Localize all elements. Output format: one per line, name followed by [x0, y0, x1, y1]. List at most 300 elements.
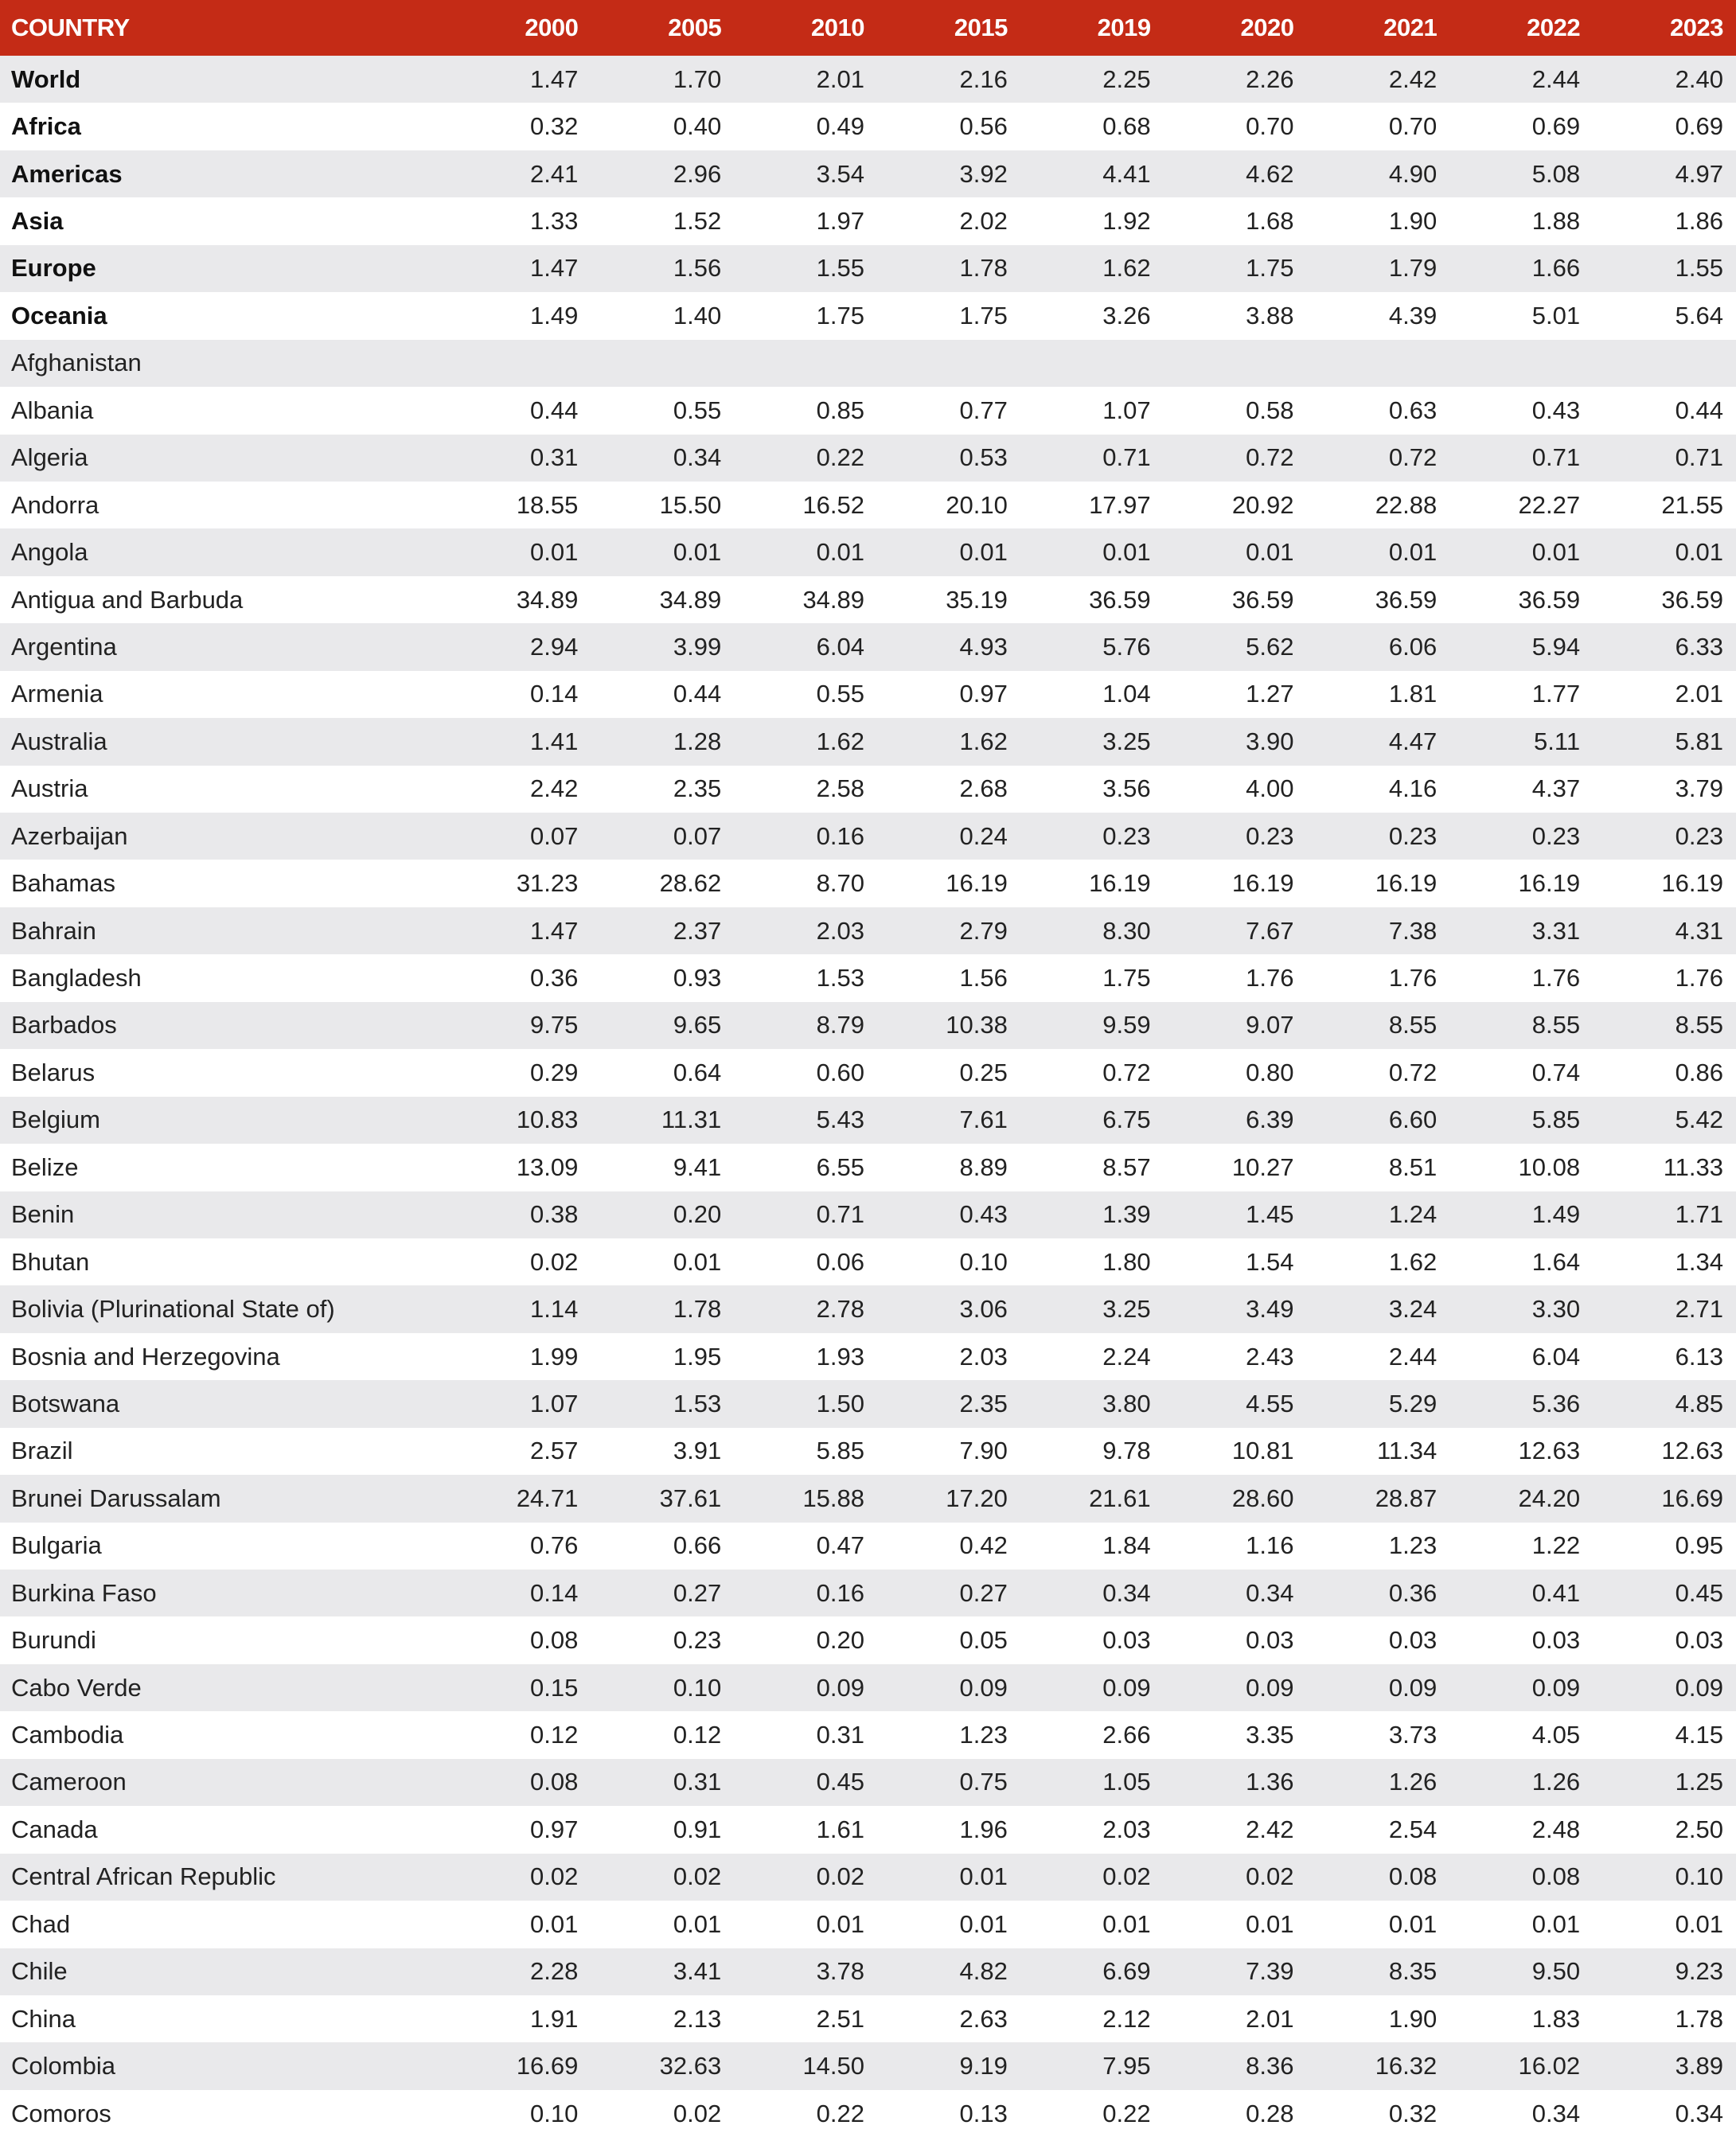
value-cell: 0.24: [959, 821, 1008, 850]
value-cell: 35.19: [946, 585, 1008, 614]
value-cell: 0.01: [1675, 538, 1723, 567]
value-cell: 10.27: [1231, 1152, 1294, 1181]
value-cell: 1.23: [1388, 1531, 1438, 1560]
value-cell: 0.01: [1388, 1909, 1438, 1938]
value-cell: 3.88: [1246, 301, 1294, 330]
value-cell: 0.22: [816, 2099, 865, 2127]
value-cell: 1.33: [530, 207, 579, 236]
value-cell: 0.07: [530, 821, 579, 850]
value-cell: 1.47: [530, 64, 579, 93]
country-name: Cabo Verde: [11, 1673, 142, 1702]
value-cell: 14.50: [802, 2052, 865, 2080]
value-cell: 2.68: [959, 774, 1008, 803]
value-cell: 0.71: [1531, 443, 1581, 472]
value-cell: 9.07: [1246, 1011, 1294, 1039]
value-cell: 4.31: [1675, 916, 1723, 945]
table-row: [0, 1995, 1736, 2042]
value-cell: 0.16: [816, 821, 865, 850]
value-cell: 0.01: [530, 538, 579, 567]
value-cell: [877, 340, 1020, 387]
column-header-year: 2021: [1383, 14, 1438, 41]
value-cell: 3.26: [1102, 301, 1151, 330]
value-cell: 2.48: [1531, 1815, 1581, 1843]
country-name: Antigua and Barbuda: [11, 585, 244, 614]
value-cell: 5.62: [1246, 632, 1294, 661]
value-cell: 0.45: [816, 1768, 865, 1796]
value-cell: 1.52: [673, 207, 722, 236]
value-cell: 34.89: [659, 585, 722, 614]
value-cell: 0.28: [1246, 2099, 1294, 2127]
value-cell: 22.88: [1375, 490, 1438, 519]
value-cell: 0.03: [1246, 1626, 1294, 1655]
value-cell: 6.69: [1102, 1957, 1151, 1986]
value-cell: 7.67: [1246, 916, 1294, 945]
value-cell: 5.11: [1534, 727, 1581, 755]
value-cell: 1.56: [959, 964, 1008, 992]
value-cell: 21.61: [1089, 1484, 1151, 1512]
value-cell: 0.71: [1675, 443, 1723, 472]
value-cell: 0.02: [673, 2099, 722, 2127]
country-name: Colombia: [11, 2052, 115, 2080]
value-cell: 1.93: [816, 1342, 865, 1371]
value-cell: 0.43: [959, 1200, 1008, 1229]
value-cell: 7.95: [1102, 2052, 1151, 2080]
value-cell: 0.45: [1675, 1578, 1723, 1607]
value-cell: 10.08: [1518, 1152, 1581, 1181]
value-cell: 2.94: [530, 632, 579, 661]
value-cell: 20.10: [946, 490, 1008, 519]
value-cell: 1.27: [1246, 680, 1294, 708]
value-cell: 1.14: [530, 1295, 579, 1324]
value-cell: 0.10: [959, 1247, 1008, 1276]
country-name: Bangladesh: [11, 964, 142, 992]
column-header-year: 2015: [954, 14, 1008, 41]
value-cell: 36.59: [1089, 585, 1151, 614]
value-cell: 0.97: [959, 680, 1008, 708]
value-cell: 1.26: [1531, 1768, 1581, 1796]
value-cell: 0.32: [1388, 2099, 1438, 2127]
country-name: Australia: [11, 727, 107, 755]
value-cell: 12.63: [1661, 1437, 1723, 1465]
table-row: [0, 387, 1736, 434]
value-cell: 0.10: [673, 1673, 722, 1702]
table-row: [0, 1475, 1736, 1522]
value-cell: 1.75: [816, 301, 865, 330]
value-cell: 4.90: [1388, 159, 1438, 188]
value-cell: 1.86: [1675, 207, 1723, 236]
value-cell: 0.31: [673, 1768, 722, 1796]
value-cell: 0.27: [673, 1578, 722, 1607]
country-name: Brunei Darussalam: [11, 1484, 221, 1512]
value-cell: 8.79: [816, 1011, 865, 1039]
table-row: [0, 1049, 1736, 1096]
value-cell: 4.85: [1675, 1389, 1723, 1418]
value-cell: 3.92: [959, 159, 1008, 188]
value-cell: 2.51: [816, 2004, 865, 2033]
value-cell: 1.53: [816, 964, 865, 992]
value-cell: 8.55: [1675, 1011, 1723, 1039]
value-cell: 2.58: [816, 774, 865, 803]
value-cell: 11.33: [1663, 1152, 1723, 1181]
value-cell: 5.42: [1675, 1106, 1723, 1134]
value-cell: 5.76: [1102, 632, 1151, 661]
value-cell: 16.19: [1375, 869, 1438, 898]
value-cell: 0.03: [1102, 1626, 1151, 1655]
table-row: [0, 860, 1736, 907]
value-cell: 0.02: [673, 1862, 722, 1891]
value-cell: 2.37: [673, 916, 722, 945]
value-cell: 2.03: [816, 916, 865, 945]
value-cell: 0.12: [530, 1721, 579, 1749]
table-row: [0, 1285, 1736, 1332]
value-cell: 6.04: [1531, 1342, 1581, 1371]
country-name: Chile: [11, 1957, 68, 1986]
value-cell: 0.47: [816, 1531, 865, 1560]
value-cell: 15.88: [802, 1484, 865, 1512]
value-cell: 28.60: [1231, 1484, 1294, 1512]
value-cell: 2.42: [1246, 1815, 1294, 1843]
value-cell: 3.56: [1102, 774, 1151, 803]
value-cell: 34.89: [516, 585, 579, 614]
table-row: [0, 576, 1736, 623]
value-cell: 0.85: [816, 396, 865, 424]
table-row: [0, 1238, 1736, 1285]
value-cell: 18.55: [516, 490, 579, 519]
value-cell: 28.62: [659, 869, 722, 898]
value-cell: 8.55: [1388, 1011, 1438, 1039]
value-cell: 5.85: [1531, 1106, 1581, 1134]
value-cell: 0.77: [959, 396, 1008, 424]
country-name: Europe: [11, 254, 96, 283]
value-cell: 2.35: [959, 1389, 1008, 1418]
country-name: Bhutan: [11, 1247, 90, 1276]
value-cell: [1593, 340, 1736, 387]
value-cell: 0.01: [1675, 1909, 1723, 1938]
value-cell: 8.57: [1102, 1152, 1151, 1181]
value-cell: 0.42: [959, 1531, 1008, 1560]
value-cell: 16.32: [1375, 2052, 1438, 2080]
value-cell: 1.07: [1102, 396, 1151, 424]
value-cell: 28.87: [1375, 1484, 1438, 1512]
value-cell: 0.80: [1246, 1058, 1294, 1086]
value-cell: 3.90: [1246, 727, 1294, 755]
value-cell: 0.31: [816, 1721, 865, 1749]
table-row: [0, 1948, 1736, 1995]
table-row-region: [0, 197, 1736, 244]
table-row: [0, 1759, 1736, 1806]
column-header-country: COUNTRY: [11, 14, 130, 41]
value-cell: 0.09: [816, 1673, 865, 1702]
value-cell: 5.64: [1675, 301, 1723, 330]
column-header-year: 2019: [1097, 14, 1151, 41]
value-cell: 0.34: [1675, 2099, 1723, 2127]
value-cell: 36.59: [1231, 585, 1294, 614]
value-cell: 1.78: [1675, 2004, 1723, 2033]
value-cell: 10.83: [516, 1106, 579, 1134]
value-cell: 16.19: [1518, 869, 1581, 898]
value-cell: 32.63: [659, 2052, 722, 2080]
value-cell: 2.01: [1246, 2004, 1294, 2033]
country-name: Botswana: [11, 1389, 120, 1418]
value-cell: 1.97: [816, 207, 865, 236]
value-cell: 0.93: [673, 964, 722, 992]
table-header: [0, 0, 1736, 56]
value-cell: 0.10: [530, 2099, 579, 2127]
table-row-region: [0, 245, 1736, 292]
country-name: Bahamas: [11, 869, 115, 898]
value-cell: 8.89: [959, 1152, 1008, 1181]
value-cell: 0.97: [530, 1815, 579, 1843]
value-cell: 8.55: [1531, 1011, 1581, 1039]
value-cell: 9.75: [530, 1011, 579, 1039]
value-cell: 1.80: [1102, 1247, 1151, 1276]
value-cell: 2.41: [530, 159, 579, 188]
value-cell: 0.09: [1102, 1673, 1151, 1702]
value-cell: 6.04: [816, 632, 865, 661]
value-cell: 1.62: [1388, 1247, 1438, 1276]
value-cell: 1.75: [959, 301, 1008, 330]
value-cell: 3.54: [816, 159, 865, 188]
value-cell: 2.01: [1675, 680, 1723, 708]
value-cell: 0.01: [1531, 1909, 1581, 1938]
value-cell: 5.29: [1388, 1389, 1438, 1418]
column-header-year: 2005: [668, 14, 722, 41]
value-cell: 0.16: [816, 1578, 865, 1607]
value-cell: 6.39: [1246, 1106, 1294, 1134]
value-cell: 8.30: [1102, 916, 1151, 945]
value-cell: 1.25: [1675, 1768, 1723, 1796]
value-cell: 0.58: [1246, 396, 1294, 424]
value-cell: 1.66: [1531, 254, 1581, 283]
value-cell: 1.79: [1388, 254, 1438, 283]
country-name: Bolivia (Plurinational State of): [11, 1295, 335, 1324]
value-cell: 1.68: [1246, 207, 1294, 236]
value-cell: 0.02: [530, 1862, 579, 1891]
table-row: [0, 813, 1736, 860]
country-name: Azerbaijan: [11, 821, 128, 850]
country-name: Angola: [11, 538, 88, 567]
value-cell: 1.95: [673, 1342, 722, 1371]
value-cell: 0.08: [1531, 1862, 1581, 1891]
value-cell: 9.41: [673, 1152, 722, 1181]
value-cell: 0.31: [530, 443, 579, 472]
value-cell: 0.03: [1388, 1626, 1438, 1655]
value-cell: 1.56: [673, 254, 722, 283]
country-name: Africa: [11, 112, 81, 141]
value-cell: 1.22: [1531, 1531, 1581, 1560]
table-row: [0, 528, 1736, 575]
value-cell: 0.23: [1246, 821, 1294, 850]
value-cell: 2.96: [673, 159, 722, 188]
table-row: [0, 1002, 1736, 1049]
value-cell: 1.34: [1675, 1247, 1723, 1276]
value-cell: 1.05: [1102, 1768, 1151, 1796]
value-cell: 3.78: [816, 1957, 865, 1986]
value-cell: 0.69: [1675, 112, 1723, 141]
column-header-year: 2022: [1527, 14, 1581, 41]
value-cell: 1.16: [1246, 1531, 1294, 1560]
country-name: Bosnia and Herzegovina: [11, 1342, 280, 1371]
value-cell: 4.37: [1531, 774, 1581, 803]
value-cell: 2.35: [673, 774, 722, 803]
value-cell: 24.71: [516, 1484, 579, 1512]
value-cell: 4.16: [1388, 774, 1438, 803]
value-cell: 0.12: [673, 1721, 722, 1749]
value-cell: 16.19: [1231, 869, 1294, 898]
value-cell: 0.68: [1102, 112, 1151, 141]
value-cell: 17.97: [1089, 490, 1151, 519]
country-name: Cameroon: [11, 1768, 127, 1796]
value-cell: 0.70: [1246, 112, 1294, 141]
value-cell: 6.55: [816, 1152, 865, 1181]
value-cell: 0.15: [530, 1673, 579, 1702]
value-cell: 0.01: [816, 538, 865, 567]
value-cell: 2.26: [1246, 64, 1294, 93]
value-cell: 0.09: [1675, 1673, 1723, 1702]
table-row: [0, 1711, 1736, 1758]
value-cell: 2.57: [530, 1437, 579, 1465]
value-cell: 0.14: [530, 1578, 579, 1607]
value-cell: 0.72: [1388, 443, 1438, 472]
table-row-region: [0, 292, 1736, 339]
value-cell: 0.64: [673, 1058, 722, 1086]
value-cell: 0.91: [673, 1815, 722, 1843]
value-cell: 0.66: [673, 1531, 722, 1560]
country-name: China: [11, 2004, 76, 2033]
value-cell: 36.59: [1661, 585, 1723, 614]
value-cell: 3.49: [1246, 1295, 1294, 1324]
value-cell: 0.08: [1388, 1862, 1438, 1891]
value-cell: 0.01: [673, 1909, 722, 1938]
value-cell: 1.24: [1388, 1200, 1438, 1229]
table-row: [0, 1901, 1736, 1948]
value-cell: [1306, 340, 1449, 387]
value-cell: 0.01: [1246, 538, 1294, 567]
value-cell: 1.54: [1246, 1247, 1294, 1276]
value-cell: 2.63: [959, 2004, 1008, 2033]
value-cell: 0.43: [1531, 396, 1581, 424]
value-cell: [448, 340, 591, 387]
value-cell: 0.27: [959, 1578, 1008, 1607]
country-name: Cambodia: [11, 1721, 124, 1749]
value-cell: 4.39: [1388, 301, 1438, 330]
value-cell: 0.06: [816, 1247, 865, 1276]
value-cell: 1.75: [1102, 964, 1151, 992]
value-cell: 0.56: [959, 112, 1008, 141]
value-cell: 4.41: [1102, 159, 1151, 188]
value-cell: 4.55: [1246, 1389, 1294, 1418]
value-cell: 2.01: [816, 64, 865, 93]
value-cell: 16.69: [516, 2052, 579, 2080]
value-cell: 0.03: [1675, 1626, 1723, 1655]
value-cell: 0.10: [1675, 1862, 1723, 1891]
value-cell: 0.55: [816, 680, 865, 708]
value-cell: 6.13: [1675, 1342, 1723, 1371]
table-row: [0, 435, 1736, 482]
country-name: Comoros: [11, 2099, 111, 2127]
value-cell: 1.76: [1246, 964, 1294, 992]
table-row: [0, 1616, 1736, 1663]
value-cell: 1.76: [1388, 964, 1438, 992]
value-cell: 2.78: [816, 1295, 865, 1324]
value-cell: 10.38: [946, 1011, 1008, 1039]
value-cell: 3.41: [673, 1957, 722, 1986]
country-name: Andorra: [11, 490, 99, 519]
country-name: Canada: [11, 1815, 98, 1843]
value-cell: 1.39: [1102, 1200, 1151, 1229]
country-name: World: [11, 64, 81, 93]
value-cell: 1.04: [1102, 680, 1151, 708]
table-row: [0, 482, 1736, 528]
value-cell: 1.77: [1531, 680, 1581, 708]
value-cell: 0.23: [1531, 821, 1581, 850]
value-cell: 5.85: [816, 1437, 865, 1465]
value-cell: 0.09: [1388, 1673, 1438, 1702]
value-cell: 0.09: [959, 1673, 1008, 1702]
value-cell: 0.63: [1388, 396, 1438, 424]
value-cell: 2.25: [1102, 64, 1151, 93]
table-row: [0, 2042, 1736, 2089]
country-name: Benin: [11, 1200, 75, 1229]
value-cell: 5.81: [1675, 727, 1723, 755]
value-cell: 1.23: [959, 1721, 1008, 1749]
value-cell: 2.66: [1102, 1721, 1151, 1749]
value-cell: 4.05: [1531, 1721, 1581, 1749]
value-cell: 1.88: [1531, 207, 1581, 236]
value-cell: 1.26: [1388, 1768, 1438, 1796]
country-name: Asia: [11, 207, 64, 236]
country-name: Albania: [11, 396, 94, 424]
value-cell: 1.45: [1246, 1200, 1294, 1229]
value-cell: 8.35: [1388, 1957, 1438, 1986]
table-row: [0, 718, 1736, 765]
value-cell: [734, 340, 877, 387]
table-row-region: [0, 103, 1736, 150]
country-name: Armenia: [11, 680, 103, 708]
value-cell: 1.62: [816, 727, 865, 755]
value-cell: 3.30: [1531, 1295, 1581, 1324]
value-cell: 6.06: [1388, 632, 1438, 661]
country-name: Oceania: [11, 301, 107, 330]
value-cell: 1.28: [673, 727, 722, 755]
value-cell: [1020, 340, 1164, 387]
table-row: [0, 1806, 1736, 1853]
value-cell: 1.78: [959, 254, 1008, 283]
country-name: Brazil: [11, 1437, 73, 1465]
value-cell: 1.53: [673, 1389, 722, 1418]
value-cell: 0.23: [1102, 821, 1151, 850]
column-header-year: 2023: [1670, 14, 1723, 41]
value-cell: 2.28: [530, 1957, 579, 1986]
country-name: Belarus: [11, 1058, 96, 1086]
value-cell: 4.93: [959, 632, 1008, 661]
value-cell: 0.69: [1531, 112, 1581, 141]
value-cell: 13.09: [516, 1152, 579, 1181]
value-cell: 0.09: [1531, 1673, 1581, 1702]
value-cell: 3.73: [1388, 1721, 1438, 1749]
table-row: [0, 766, 1736, 813]
value-cell: 6.33: [1675, 632, 1723, 661]
value-cell: 1.90: [1388, 2004, 1438, 2033]
table-row: [0, 907, 1736, 954]
value-cell: 0.23: [1675, 821, 1723, 850]
value-cell: 37.61: [659, 1484, 722, 1512]
value-cell: 2.03: [959, 1342, 1008, 1371]
value-cell: 2.40: [1675, 64, 1723, 93]
value-cell: 11.34: [1376, 1437, 1438, 1465]
value-cell: 3.89: [1675, 2052, 1723, 2080]
value-cell: 1.76: [1675, 964, 1723, 992]
